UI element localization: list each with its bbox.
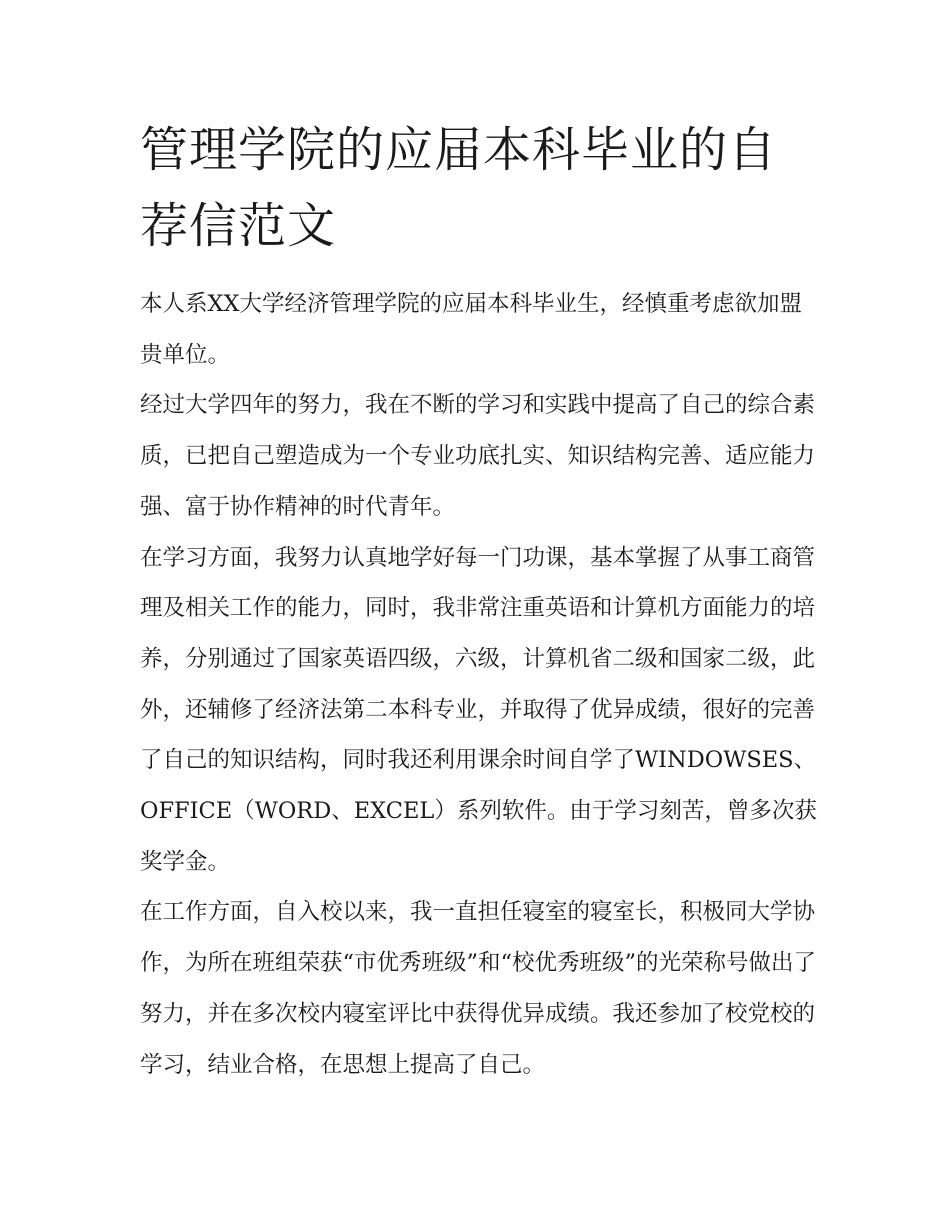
- paragraph-work: 在工作方面，自入校以来，我一直担任寝室的寝室长，积极同大学协作，为所在班组荣获“市优秀班级”和“校优秀班级”的光荣称号做出了努力，并在多次校内寝室评比中获得优异成绩。我还参加了校党校的学习，结业合格，在思想上提高了自己。: [140, 899, 817, 1078]
- document-body: [140, 279, 820, 1090]
- document-title: 管理学院的应届本科毕业的自荐信范文: [140, 122, 778, 254]
- paragraph-study: 在学习方面，我努力认真地学好每一门功课，基本掌握了从事工商管理及相关工作的能力，同时，我非常注重英语和计算机方面能力的培养，分别通过了国家英语四级，六级，计算机省二级和国家二级，此外，还辅修了经济法第二本科专业，并取得了优异成绩，很好的完善了自己的知识结构，同时我还利用课余时间自学了WINDOWSES、OFFICE（WORD、EXCEL）系列软件。由于学习刻苦，曾多次获奖学金。: [140, 544, 817, 875]
- paragraph-overview: 经过大学四年的努力，我在不断的学习和实践中提高了自己的综合素质，已把自己塑造成为一个专业功底扎实、知识结构完善、适应能力强、富于协作精神的时代青年。: [140, 392, 816, 520]
- paragraph-intro: 本人系XX大学经济管理学院的应届本科毕业生，经慎重考虑欲加盟贵单位。: [140, 291, 803, 368]
